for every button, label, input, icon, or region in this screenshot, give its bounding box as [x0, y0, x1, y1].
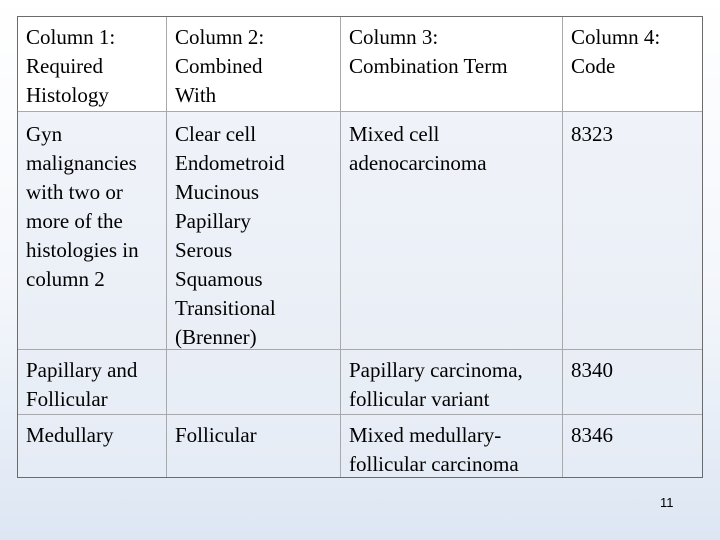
row1-combined-with	[167, 112, 341, 350]
histology-combination-table	[17, 16, 703, 478]
header-line: Column 1:	[26, 25, 116, 49]
cell-line: adenocarcinoma	[349, 151, 487, 175]
cell-line: Papillary carcinoma,	[349, 358, 523, 382]
header-line: Column 2:	[175, 25, 265, 49]
cell-line: Follicular	[26, 387, 108, 411]
cell-line: malignancies	[26, 151, 137, 175]
row1-required-histology	[18, 112, 167, 350]
cell-line: 8340	[571, 358, 613, 382]
header-cell-column-3	[341, 17, 563, 112]
cell-line: Clear cell	[175, 122, 257, 146]
cell-line: Mucinous	[175, 180, 259, 204]
row3-combination-term	[341, 415, 563, 477]
cell-line: Follicular	[175, 423, 257, 447]
header-line: Column 3:	[349, 25, 439, 49]
cell-line: Gyn	[26, 122, 63, 146]
cell-line: 8346	[571, 423, 613, 447]
cell-line: Mixed cell	[349, 122, 440, 146]
row2-combination-term	[341, 350, 563, 415]
row2-required-histology	[18, 350, 167, 415]
cell-line: histologies in	[26, 238, 139, 262]
row1-code	[563, 112, 702, 350]
cell-line: Papillary and	[26, 358, 138, 382]
header-line: Histology	[26, 83, 109, 107]
row3-required-histology	[18, 415, 167, 477]
cell-line: 8323	[571, 122, 613, 146]
cell-line: Endometroid	[175, 151, 285, 175]
header-cell-column-1	[18, 17, 167, 112]
row1-combination-term	[341, 112, 563, 350]
cell-line: Papillary	[175, 209, 251, 233]
cell-line: follicular variant	[349, 387, 490, 411]
cell-line: Mixed medullary-	[349, 423, 502, 447]
header-line: Combined	[175, 54, 263, 78]
header-cell-column-4	[563, 17, 702, 112]
header-line: Code	[571, 54, 616, 78]
cell-line: with two or	[26, 180, 123, 204]
table-grid	[18, 17, 702, 477]
cell-line: more of the	[26, 209, 123, 233]
cell-line: follicular carcinoma	[349, 452, 519, 476]
row2-code	[563, 350, 702, 415]
header-line: Required	[26, 54, 103, 78]
cell-line: Medullary	[26, 423, 114, 447]
header-line: Column 4:	[571, 25, 661, 49]
header-line: With	[175, 83, 217, 107]
cell-line: (Brenner)	[175, 325, 257, 349]
row3-combined-with	[167, 415, 341, 477]
row3-code	[563, 415, 702, 477]
cell-line: Transitional	[175, 296, 276, 320]
cell-line: Serous	[175, 238, 233, 262]
header-cell-column-2	[167, 17, 341, 112]
cell-line: Squamous	[175, 267, 263, 291]
cell-line: column 2	[26, 267, 105, 291]
row2-combined-with	[167, 350, 341, 415]
header-line: Combination Term	[349, 54, 508, 78]
page-number: 11	[660, 495, 674, 510]
